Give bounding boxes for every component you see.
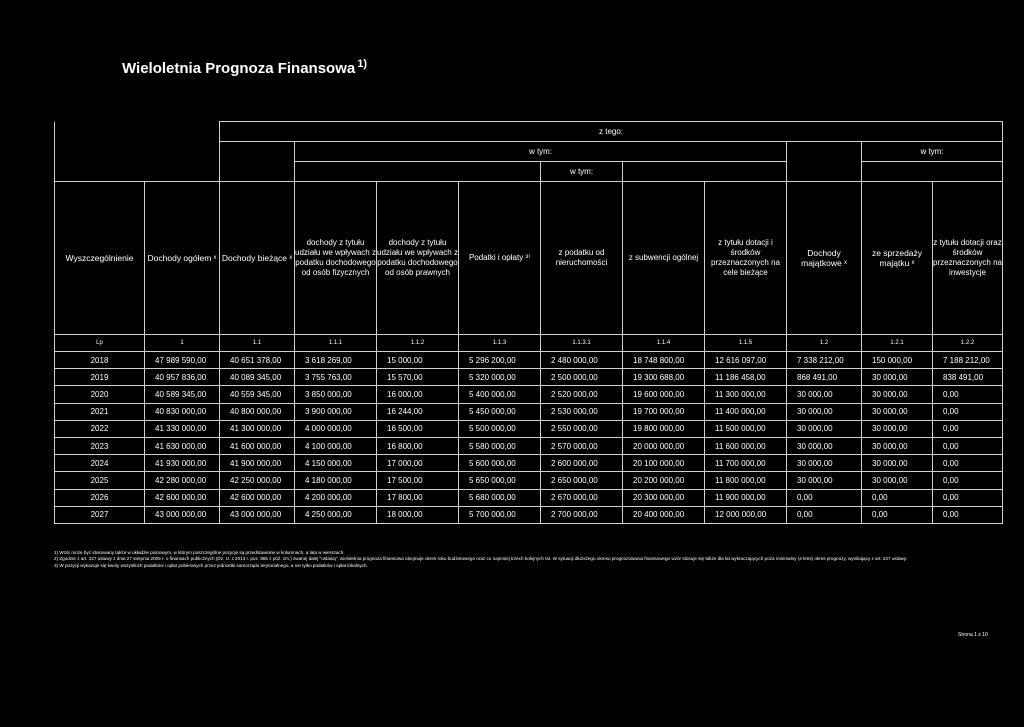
header-spacer-8 (787, 162, 862, 182)
value-cell: 30 000,00 (862, 403, 933, 420)
value-cell: 19 300 688,00 (623, 369, 705, 386)
header-w-tym-capital: w tym: (862, 142, 1003, 162)
value-cell: 30 000,00 (787, 472, 862, 489)
footnote-1: 1) Wzór może być stosowany także w układzie pionowym, w którym poszczególne pozycje są przedstawione w kolumnach, a lata w wierszach. (54, 550, 345, 555)
value-cell: 11 700 000,00 (705, 455, 787, 472)
value-cell: 868 491,00 (787, 369, 862, 386)
value-cell: 11 300 000,00 (705, 386, 787, 403)
value-cell: 5 650 000,00 (459, 472, 541, 489)
col-header-capital-income: Dochody majątkowe ˣ (787, 182, 862, 335)
header-spacer-9 (862, 162, 1003, 182)
value-cell: 30 000,00 (787, 403, 862, 420)
value-cell: 19 800 000,00 (623, 420, 705, 437)
value-cell: 11 400 000,00 (705, 403, 787, 420)
value-cell: 11 186 458,00 (705, 369, 787, 386)
header-spacer-5 (220, 162, 295, 182)
value-cell: 18 000,00 (377, 506, 459, 523)
value-cell: 47 989 590,00 (145, 352, 220, 369)
index-cell: 1.2.2 (933, 335, 1003, 352)
value-cell: 40 800 000,00 (220, 403, 295, 420)
value-cell: 2 500 000,00 (541, 369, 623, 386)
header-spacer-6 (295, 162, 541, 182)
header-row-columns (55, 182, 1003, 335)
header-spacer-4 (55, 162, 220, 182)
header-w-tym-current: w tym: (295, 142, 787, 162)
index-cell: 1.1.4 (623, 335, 705, 352)
index-cell: Lp (55, 335, 145, 352)
value-cell: 40 559 345,00 (220, 386, 295, 403)
year-cell: 2022 (55, 420, 145, 437)
value-cell: 5 500 000,00 (459, 420, 541, 437)
footnotes (54, 550, 984, 569)
value-cell: 30 000,00 (787, 455, 862, 472)
value-cell: 0,00 (933, 506, 1003, 523)
col-header-general-subsidy: z subwencji ogólnej (623, 182, 705, 335)
value-cell: 5 680 000,00 (459, 489, 541, 506)
value-cell: 17 800,00 (377, 489, 459, 506)
header-z-tego: z tego: (220, 122, 1003, 142)
page-number: Strona 1 z 10 (958, 632, 988, 638)
value-cell: 2 550 000,00 (541, 420, 623, 437)
year-cell: 2024 (55, 455, 145, 472)
value-cell: 12 000 000,00 (705, 506, 787, 523)
header-row-2 (55, 142, 1003, 162)
table-row (55, 489, 1003, 506)
value-cell: 16 000,00 (377, 386, 459, 403)
value-cell: 2 600 000,00 (541, 455, 623, 472)
value-cell: 40 651 378,00 (220, 352, 295, 369)
value-cell: 30 000,00 (787, 420, 862, 437)
header-w-tym-taxes: w tym: (541, 162, 623, 182)
table-row (55, 352, 1003, 369)
value-cell: 11 500 000,00 (705, 420, 787, 437)
value-cell: 20 100 000,00 (623, 455, 705, 472)
value-cell: 4 000 000,00 (295, 420, 377, 437)
value-cell: 0,00 (787, 506, 862, 523)
value-cell: 0,00 (862, 506, 933, 523)
table-row (55, 437, 1003, 454)
table-row (55, 386, 1003, 403)
value-cell: 5 400 000,00 (459, 386, 541, 403)
value-cell: 4 250 000,00 (295, 506, 377, 523)
index-cell: 1.2.1 (862, 335, 933, 352)
value-cell: 42 600 000,00 (220, 489, 295, 506)
index-cell: 1 (145, 335, 220, 352)
col-header-investment-grants: z tytułu dotacji oraz środków przeznaczonych na inwestycje (933, 182, 1003, 335)
value-cell: 3 618 269,00 (295, 352, 377, 369)
header-spacer (55, 142, 220, 162)
value-cell: 40 089 345,00 (220, 369, 295, 386)
col-header-description: Wyszczególnienie (55, 182, 145, 335)
value-cell: 40 830 000,00 (145, 403, 220, 420)
title-footnote-marker: 1) (357, 58, 368, 70)
value-cell: 5 450 000,00 (459, 403, 541, 420)
value-cell: 15 000,00 (377, 352, 459, 369)
table-row (55, 506, 1003, 523)
col-header-taxes-fees: Podatki i opłaty ³⁾ (459, 182, 541, 335)
table-row (55, 455, 1003, 472)
col-header-cit-share: dochody z tytułu udziału we wpływach z podatku dochodowego od osób prawnych (377, 182, 459, 335)
value-cell: 11 800 000,00 (705, 472, 787, 489)
value-cell: 0,00 (933, 386, 1003, 403)
value-cell: 19 600 000,00 (623, 386, 705, 403)
year-cell: 2027 (55, 506, 145, 523)
value-cell: 5 600 000,00 (459, 455, 541, 472)
value-cell: 2 700 000,00 (541, 506, 623, 523)
value-cell: 16 500,00 (377, 420, 459, 437)
value-cell: 0,00 (862, 489, 933, 506)
table-row (55, 403, 1003, 420)
value-cell: 16 244,00 (377, 403, 459, 420)
forecast-table-wrapper (54, 121, 1002, 524)
value-cell: 7 338 212,00 (787, 352, 862, 369)
value-cell: 17 500,00 (377, 472, 459, 489)
value-cell: 3 850 000,00 (295, 386, 377, 403)
header-spacer-7 (623, 162, 787, 182)
value-cell: 41 630 000,00 (145, 437, 220, 454)
value-cell: 2 650 000,00 (541, 472, 623, 489)
page-title (122, 58, 367, 77)
year-cell: 2021 (55, 403, 145, 420)
value-cell: 41 330 000,00 (145, 420, 220, 437)
value-cell: 3 755 763,00 (295, 369, 377, 386)
value-cell: 18 748 800,00 (623, 352, 705, 369)
value-cell: 42 280 000,00 (145, 472, 220, 489)
value-cell: 0,00 (933, 489, 1003, 506)
header-row-1 (55, 122, 1003, 142)
value-cell: 41 930 000,00 (145, 455, 220, 472)
value-cell: 30 000,00 (787, 437, 862, 454)
value-cell: 12 616 097,00 (705, 352, 787, 369)
value-cell: 5 700 000,00 (459, 506, 541, 523)
value-cell: 20 000 000,00 (623, 437, 705, 454)
value-cell: 0,00 (933, 437, 1003, 454)
value-cell: 838 491,00 (933, 369, 1003, 386)
year-cell: 2020 (55, 386, 145, 403)
forecast-table (54, 121, 1003, 524)
year-cell: 2023 (55, 437, 145, 454)
table-row (55, 369, 1003, 386)
value-cell: 150 000,00 (862, 352, 933, 369)
value-cell: 5 296 200,00 (459, 352, 541, 369)
value-cell: 30 000,00 (787, 386, 862, 403)
table-row (55, 420, 1003, 437)
value-cell: 19 700 000,00 (623, 403, 705, 420)
value-cell: 0,00 (787, 489, 862, 506)
col-header-total-income: Dochody ogółem ˣ (145, 182, 220, 335)
value-cell: 20 300 000,00 (623, 489, 705, 506)
col-header-current-income: Dochody bieżące ˣ (220, 182, 295, 335)
value-cell: 16 800,00 (377, 437, 459, 454)
value-cell: 42 250 000,00 (220, 472, 295, 489)
value-cell: 5 320 000,00 (459, 369, 541, 386)
value-cell: 17 000,00 (377, 455, 459, 472)
value-cell: 11 900 000,00 (705, 489, 787, 506)
year-cell: 2025 (55, 472, 145, 489)
value-cell: 40 589 345,00 (145, 386, 220, 403)
value-cell: 20 400 000,00 (623, 506, 705, 523)
index-cell: 1.1.3.1 (541, 335, 623, 352)
value-cell: 4 150 000,00 (295, 455, 377, 472)
value-cell: 43 000 000,00 (220, 506, 295, 523)
value-cell: 41 900 000,00 (220, 455, 295, 472)
footnote-3: 3) W pozycji wykazuje się kwoty wszystkich podatków i opłat pobieranych przez jednostki samorządu terytorialnego, a nie tylko podatków i opłat lokalnych. (54, 562, 368, 568)
value-cell: 0,00 (933, 455, 1003, 472)
value-cell: 15 570,00 (377, 369, 459, 386)
year-cell: 2026 (55, 489, 145, 506)
value-cell: 2 530 000,00 (541, 403, 623, 420)
value-cell: 43 000 000,00 (145, 506, 220, 523)
col-header-asset-sales: ze sprzedaży majątku ˣ (862, 182, 933, 335)
value-cell: 0,00 (933, 420, 1003, 437)
value-cell: 4 180 000,00 (295, 472, 377, 489)
col-header-property-tax: z podatku od nieruchomości (541, 182, 623, 335)
table-body (55, 335, 1003, 524)
value-cell: 30 000,00 (862, 472, 933, 489)
value-cell: 30 000,00 (862, 420, 933, 437)
index-cell: 1.1.2 (377, 335, 459, 352)
value-cell: 2 570 000,00 (541, 437, 623, 454)
index-cell: 1.1.5 (705, 335, 787, 352)
value-cell: 0,00 (933, 403, 1003, 420)
value-cell: 30 000,00 (862, 437, 933, 454)
value-cell: 0,00 (933, 472, 1003, 489)
index-cell: 1.2 (787, 335, 862, 352)
year-cell: 2019 (55, 369, 145, 386)
header-spacer-2 (220, 142, 295, 162)
header-row-3 (55, 162, 1003, 182)
value-cell: 30 000,00 (862, 386, 933, 403)
table-row (55, 472, 1003, 489)
value-cell: 7 188 212,00 (933, 352, 1003, 369)
value-cell: 4 200 000,00 (295, 489, 377, 506)
value-cell: 11 600 000,00 (705, 437, 787, 454)
col-header-pit-share: dochody z tytułu udziału we wpływach z podatku dochodowego od osób fizycznych (295, 182, 377, 335)
value-cell: 4 100 000,00 (295, 437, 377, 454)
footnote-2: 2) Zgodnie z art. 227 ustawy z dnia 27 sierpnia 2009 r. o finansach publicznych (Dz. U. z 2013 r. poz. 885 z póź. zm.) zwanej dalej "ustawą", wieloletnia prognoza finansowa obejmuje okres roku budżetowego oraz co najmniej trzech kolejnych lat. W sytuacji dłuższego okresu prognozowania finansowego wzór stosuje się także dla lat wykraczających poza minimalny (4 letni) okres prognozy, wynikający z art. 227 ustawy. (54, 556, 908, 562)
value-cell: 3 900 000,00 (295, 403, 377, 420)
value-cell: 40 957 836,00 (145, 369, 220, 386)
value-cell: 5 580 000,00 (459, 437, 541, 454)
value-cell: 30 000,00 (862, 455, 933, 472)
value-cell: 2 480 000,00 (541, 352, 623, 369)
value-cell: 41 300 000,00 (220, 420, 295, 437)
year-cell: 2018 (55, 352, 145, 369)
value-cell: 41 600 000,00 (220, 437, 295, 454)
header-spacer-3 (787, 142, 862, 162)
value-cell: 30 000,00 (862, 369, 933, 386)
index-cell: 1.1 (220, 335, 295, 352)
value-cell: 2 520 000,00 (541, 386, 623, 403)
value-cell: 20 200 000,00 (623, 472, 705, 489)
col-header-current-grants: z tytułu dotacji i środków przeznaczonych na cele bieżące (705, 182, 787, 335)
index-row (55, 335, 1003, 352)
header-corner (55, 122, 220, 142)
value-cell: 42 600 000,00 (145, 489, 220, 506)
index-cell: 1.1.1 (295, 335, 377, 352)
index-cell: 1.1.3 (459, 335, 541, 352)
value-cell: 2 670 000,00 (541, 489, 623, 506)
page-title-text: Wieloletnia Prognoza Finansowa (122, 60, 356, 77)
